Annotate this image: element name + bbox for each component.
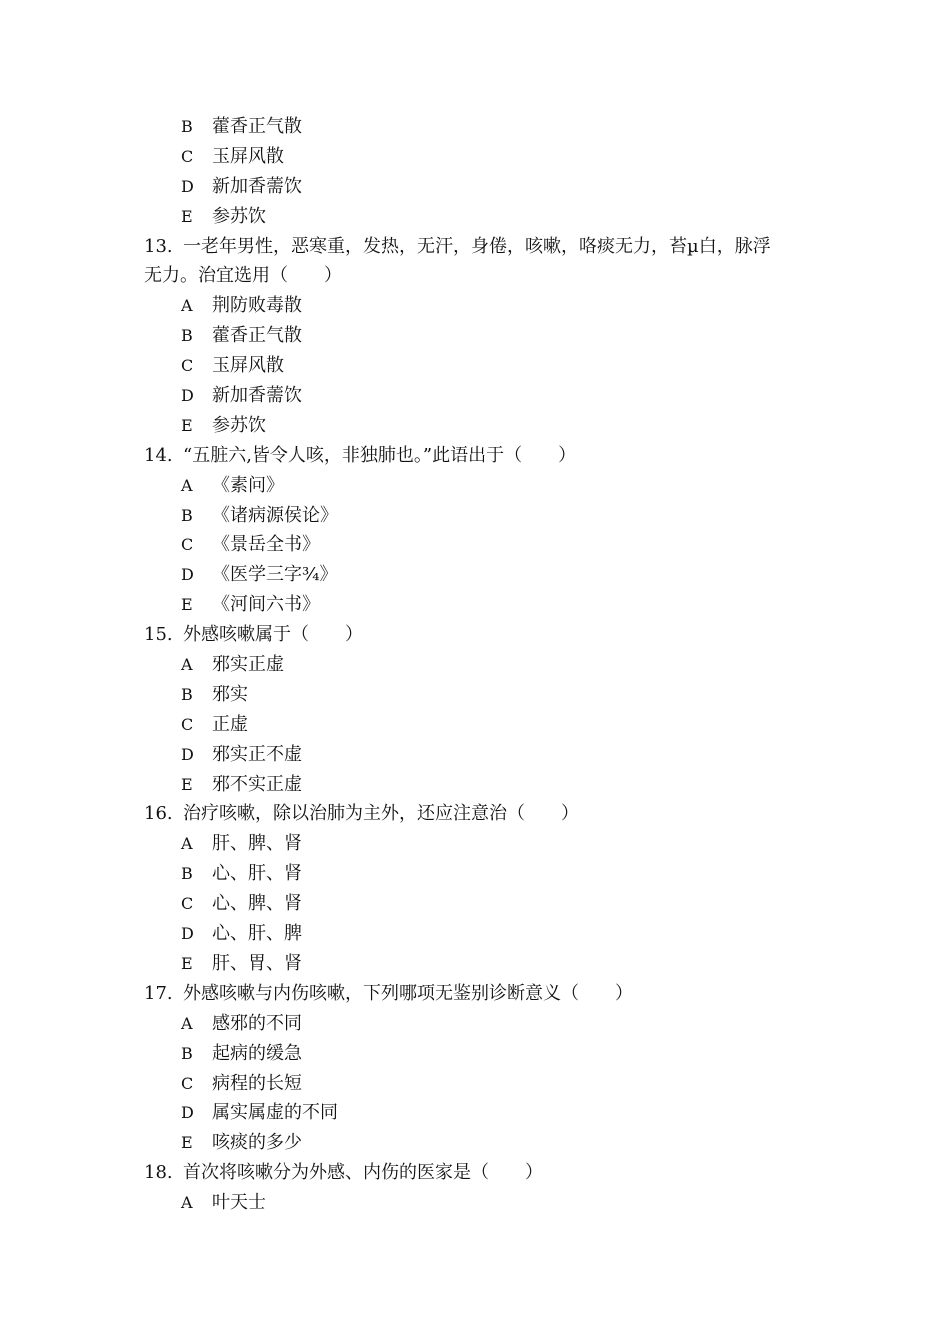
option-text: 属实属虚的不同 (212, 1102, 338, 1124)
option-letter: A (181, 834, 193, 854)
answer-option (0, 680, 950, 710)
answer-option (0, 590, 950, 620)
option-letter: A (181, 655, 193, 675)
answer-option (0, 530, 950, 560)
answer-option (0, 172, 950, 202)
option-text: 玉屏风散 (212, 145, 284, 167)
option-text: 新加香薷饮 (212, 385, 302, 407)
option-letter: C (181, 714, 194, 734)
answer-option (0, 1188, 950, 1218)
question-number: 16. (144, 803, 173, 825)
answer-option (0, 202, 950, 232)
option-text: 邪实正虚 (212, 654, 284, 676)
answer-option (0, 829, 950, 859)
question-number: 18. (144, 1162, 173, 1184)
option-text: 邪实正不虚 (212, 743, 302, 765)
question-text: 无力。治宜选用（ ） (144, 265, 342, 287)
option-letter: E (181, 595, 193, 615)
option-text: 咳痰的多少 (212, 1132, 302, 1154)
question-text: 首次将咳嗽分为外感、内伤的医家是（ ） (183, 1162, 543, 1184)
option-text: 参苏饮 (212, 414, 266, 436)
answer-option (0, 291, 950, 321)
option-text: 《医学三字¾》 (212, 564, 338, 586)
answer-option (0, 770, 950, 800)
option-letter: D (181, 924, 194, 944)
answer-option (0, 381, 950, 411)
question-text: 外感咳嗽与内伤咳嗽，下列哪项无鉴别诊断意义（ ） (183, 982, 633, 1004)
option-text: 藿香正气散 (212, 325, 302, 347)
answer-option (0, 501, 950, 531)
option-letter: A (181, 475, 193, 495)
answer-option (0, 471, 950, 501)
answer-option (0, 411, 950, 441)
option-text: 邪不实正虚 (212, 773, 302, 795)
question-stem (0, 1158, 950, 1188)
question-number: 14. (144, 444, 173, 466)
question-text: “五脏六,皆令人咳，非独肺也。”此语出于（ ） (183, 444, 577, 466)
question-number: 15. (144, 624, 173, 646)
option-text: 藿香正气散 (212, 116, 302, 137)
option-text: 《素问》 (212, 474, 284, 496)
option-text: 玉屏风散 (212, 355, 284, 377)
option-text: 肝、胃、肾 (212, 952, 302, 974)
option-letter: A (181, 296, 193, 316)
document-page (0, 112, 950, 1218)
answer-option (0, 1009, 950, 1039)
option-text: 《景岳全书》 (212, 534, 320, 556)
option-letter: C (181, 535, 194, 555)
answer-option (0, 1039, 950, 1069)
option-text: 起病的缓急 (212, 1042, 302, 1064)
answer-option (0, 919, 950, 949)
question-stem (0, 441, 950, 471)
option-text: 心、肝、脾 (212, 923, 302, 945)
option-text: 心、脾、肾 (212, 893, 302, 915)
question-text: 治疗咳嗽，除以治肺为主外，还应注意治（ ） (183, 803, 579, 825)
option-letter: B (181, 505, 193, 525)
option-text: 《诸病源侯论》 (212, 504, 338, 526)
option-letter: D (181, 744, 194, 764)
answer-option (0, 1069, 950, 1099)
option-letter: D (181, 386, 194, 406)
option-letter: D (181, 1103, 194, 1123)
answer-option (0, 142, 950, 172)
answer-option (0, 560, 950, 590)
option-letter: B (181, 684, 193, 704)
option-text: 肝、脾、肾 (212, 833, 302, 855)
question-stem-continuation (0, 261, 950, 291)
question-text: 外感咳嗽属于（ ） (183, 624, 363, 646)
answer-option (0, 949, 950, 979)
option-letter: B (181, 117, 193, 136)
option-letter: D (181, 565, 194, 585)
answer-option (0, 650, 950, 680)
question-number: 13. (144, 235, 173, 257)
option-text: 荆防败毒散 (212, 295, 302, 317)
option-text: 邪实 (212, 683, 248, 705)
option-letter: C (181, 356, 194, 376)
question-stem (0, 620, 950, 650)
answer-option (0, 889, 950, 919)
option-text: 心、肝、肾 (212, 863, 302, 885)
option-text: 参苏饮 (212, 205, 266, 227)
option-text: 新加香薷饮 (212, 175, 302, 197)
question-number: 17. (144, 982, 173, 1004)
option-letter: C (181, 894, 194, 914)
answer-option (0, 1128, 950, 1158)
option-letter: E (181, 774, 193, 794)
option-letter: E (181, 953, 193, 973)
question-stem (0, 232, 950, 262)
option-letter: B (181, 1043, 193, 1063)
option-letter: E (181, 415, 193, 435)
answer-option (0, 321, 950, 351)
option-text: 感邪的不同 (212, 1012, 302, 1034)
answer-option (0, 859, 950, 889)
option-text: 正虚 (212, 713, 248, 735)
option-letter: D (181, 176, 194, 196)
question-stem (0, 799, 950, 829)
question-stem (0, 979, 950, 1009)
option-letter: C (181, 146, 194, 166)
question-text: 一老年男性，恶寒重，发热，无汗，身倦，咳嗽，咯痰无力，苔µ白，脉浮 (183, 235, 771, 257)
option-letter: B (181, 864, 193, 884)
option-letter: C (181, 1073, 194, 1093)
answer-option (0, 1098, 950, 1128)
option-letter: A (181, 1013, 193, 1033)
answer-option (0, 112, 950, 142)
answer-option (0, 351, 950, 381)
option-letter: A (181, 1193, 193, 1213)
option-letter: E (181, 206, 193, 226)
option-text: 《河间六书》 (212, 594, 320, 616)
option-text: 病程的长短 (212, 1072, 302, 1094)
option-text: 叶天士 (212, 1192, 266, 1214)
answer-option (0, 710, 950, 740)
option-letter: E (181, 1133, 193, 1153)
answer-option (0, 740, 950, 770)
option-letter: B (181, 326, 193, 346)
